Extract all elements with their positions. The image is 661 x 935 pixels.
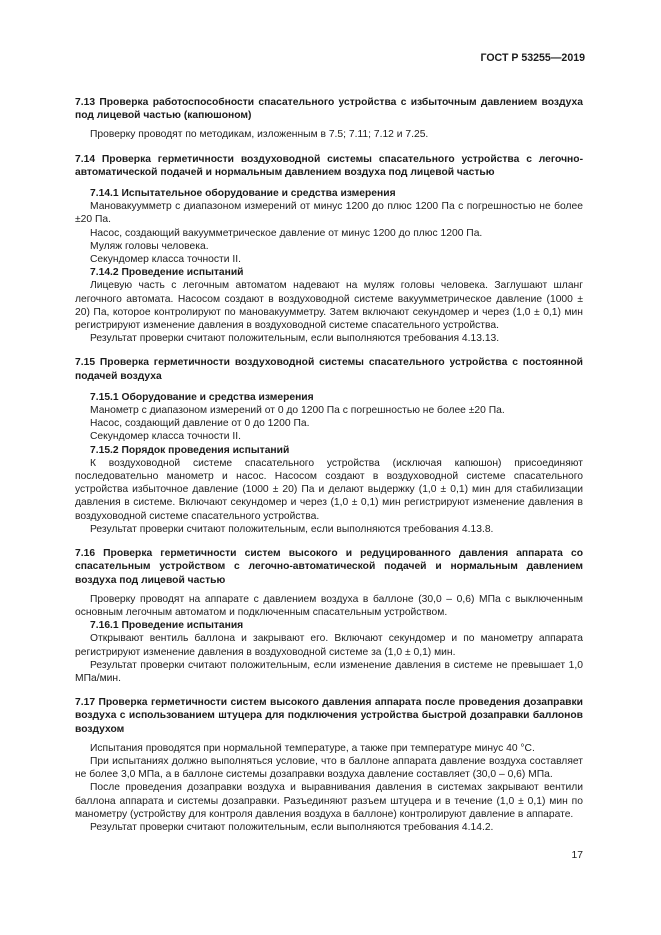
paragraph: Насос, создающий давление от 0 до 1200 Па. <box>90 418 310 430</box>
section-7-14-1-title: 7.14.1 Испытательное оборудование и средства измерения <box>90 188 396 200</box>
paragraph: Результат проверки считают положительным, если выполняются требования 4.13.8. <box>90 523 494 535</box>
paragraph: Мановакуумметр с диапазоном измерений от минус 1200 до плюс 1200 Па с погрешностью не более ±20 Па. <box>75 201 583 226</box>
section-7-16-title: 7.16 Проверка герметичности систем высокого и редуцированного давления аппарата со спасательным устройством с легочно-автоматической подачей и нормальным давлением воздуха под лицевой частью <box>75 548 583 586</box>
section-7-15-2-title: 7.15.2 Порядок проведения испытаний <box>90 444 290 456</box>
section-7-14-title: 7.14 Проверка герметичности воздуховодной системы спасательного устройства с легочно-автоматической подачей и нормальным давлением воздуха под лицевой частью <box>75 153 583 178</box>
section-7-17-title: 7.17 Проверка герметичности систем высокого давления аппарата после проведения дозаправки воздуха с использованием штуцера для подключения устройства быстрой дозаправки баллонов воздухом <box>75 697 583 735</box>
section-7-15-1-title: 7.15.1 Оборудование и средства измерения <box>90 391 314 403</box>
paragraph: Секундомер класса точности II. <box>90 254 241 266</box>
paragraph: Результат проверки считают положительным, если выполняются требования 4.13.13. <box>90 333 500 345</box>
paragraph: Испытания проводятся при нормальной температуре, а также при температуре минус 40 °С. <box>90 742 535 754</box>
paragraph: Результат проверки считают положительным, если выполняются требования 4.14.2. <box>90 821 494 833</box>
section-7-13-text: Проверку проводят по методикам, изложенным в 7.5; 7.11; 7.12 и 7.25. <box>90 129 429 141</box>
paragraph: Муляж головы человека. <box>90 240 209 252</box>
document-body <box>75 96 583 834</box>
paragraph: Проверку проводят на аппарате с давлением воздуха в баллоне (30,0 – 0,6) МПа с выключенным основным легочным автоматом и подключенным спасательным устройством. <box>75 593 583 618</box>
paragraph: После проведения дозаправки воздуха и выравнивания давления в системах закрывают вентили баллона аппарата и системы дозаправки. Разъединяют разъем штуцера и в течение (1,0 ± 0,1) мин по манометру (устройству для контроля давления воздуха в баллоне) контролируют давление в аппарате. <box>75 782 583 820</box>
paragraph: При испытаниях должно выполняться условие, что в баллоне аппарата давление воздуха составляет не более 3,0 МПа, а в баллоне системы дозаправки воздуха давление составляет (30,0 – 0,6) МПа. <box>75 755 583 781</box>
paragraph: Манометр с диапазоном измерений от 0 до 1200 Па с погрешностью не более ±20 Па. <box>90 405 505 417</box>
paragraph: К воздуховодной системе спасательного устройства (исключая капюшон) присоединяют последовательно манометр и насос. Насосом создают в воздуховодной системе спасательного устройства избыточное давление (1000 ± 20) Па и делают выдержку (1,0 ± 0,1) мин для стабилизации давления в системе. Включают секундомер и через (1,0 ± 0,1) мин регистрируют изменение давления в воздуховодной системе спасательного устройства. <box>75 457 583 522</box>
section-7-13-title: 7.13 Проверка работоспособности спасательного устройства с избыточным давлением воздуха под лицевой частью (капюшоном) <box>75 97 583 122</box>
paragraph: Насос, создающий вакуумметрическое давление от минус 1200 до плюс 1200 Па. <box>90 227 483 239</box>
paragraph: Открывают вентиль баллона и закрывают его. Включают секундомер и по манометру аппарата регистрируют изменение давления в воздуховодной системе за (1,0 ± 0,1) мин. <box>75 633 583 658</box>
paragraph: Результат проверки считают положительным, если изменение давления в системе не превышает 1,0 МПа/мин. <box>75 659 583 684</box>
section-7-14-2-title: 7.14.2 Проведение испытаний <box>90 267 244 279</box>
paragraph: Секундомер класса точности II. <box>90 431 241 443</box>
document-code: ГОСТ Р 53255—2019 <box>480 52 585 64</box>
page-number: 17 <box>571 850 583 861</box>
section-7-16-1-title: 7.16.1 Проведение испытания <box>90 620 244 632</box>
section-7-15-title: 7.15 Проверка герметичности воздуховодной системы спасательного устройства с постоянной подачей воздуха <box>75 357 583 382</box>
paragraph: Лицевую часть с легочным автоматом надевают на муляж головы человека. Заглушают шланг легочного автомата. Насосом создают в воздуховодной системе вакуумметрическое давление (1000 ± 20) Па, которое контролируют по мановакуумметру. Затем включают секундомер и через (1,0 ± 0,1) мин регистрируют изменение давления в воздуховодной системе спасательного устройства. <box>75 280 583 332</box>
